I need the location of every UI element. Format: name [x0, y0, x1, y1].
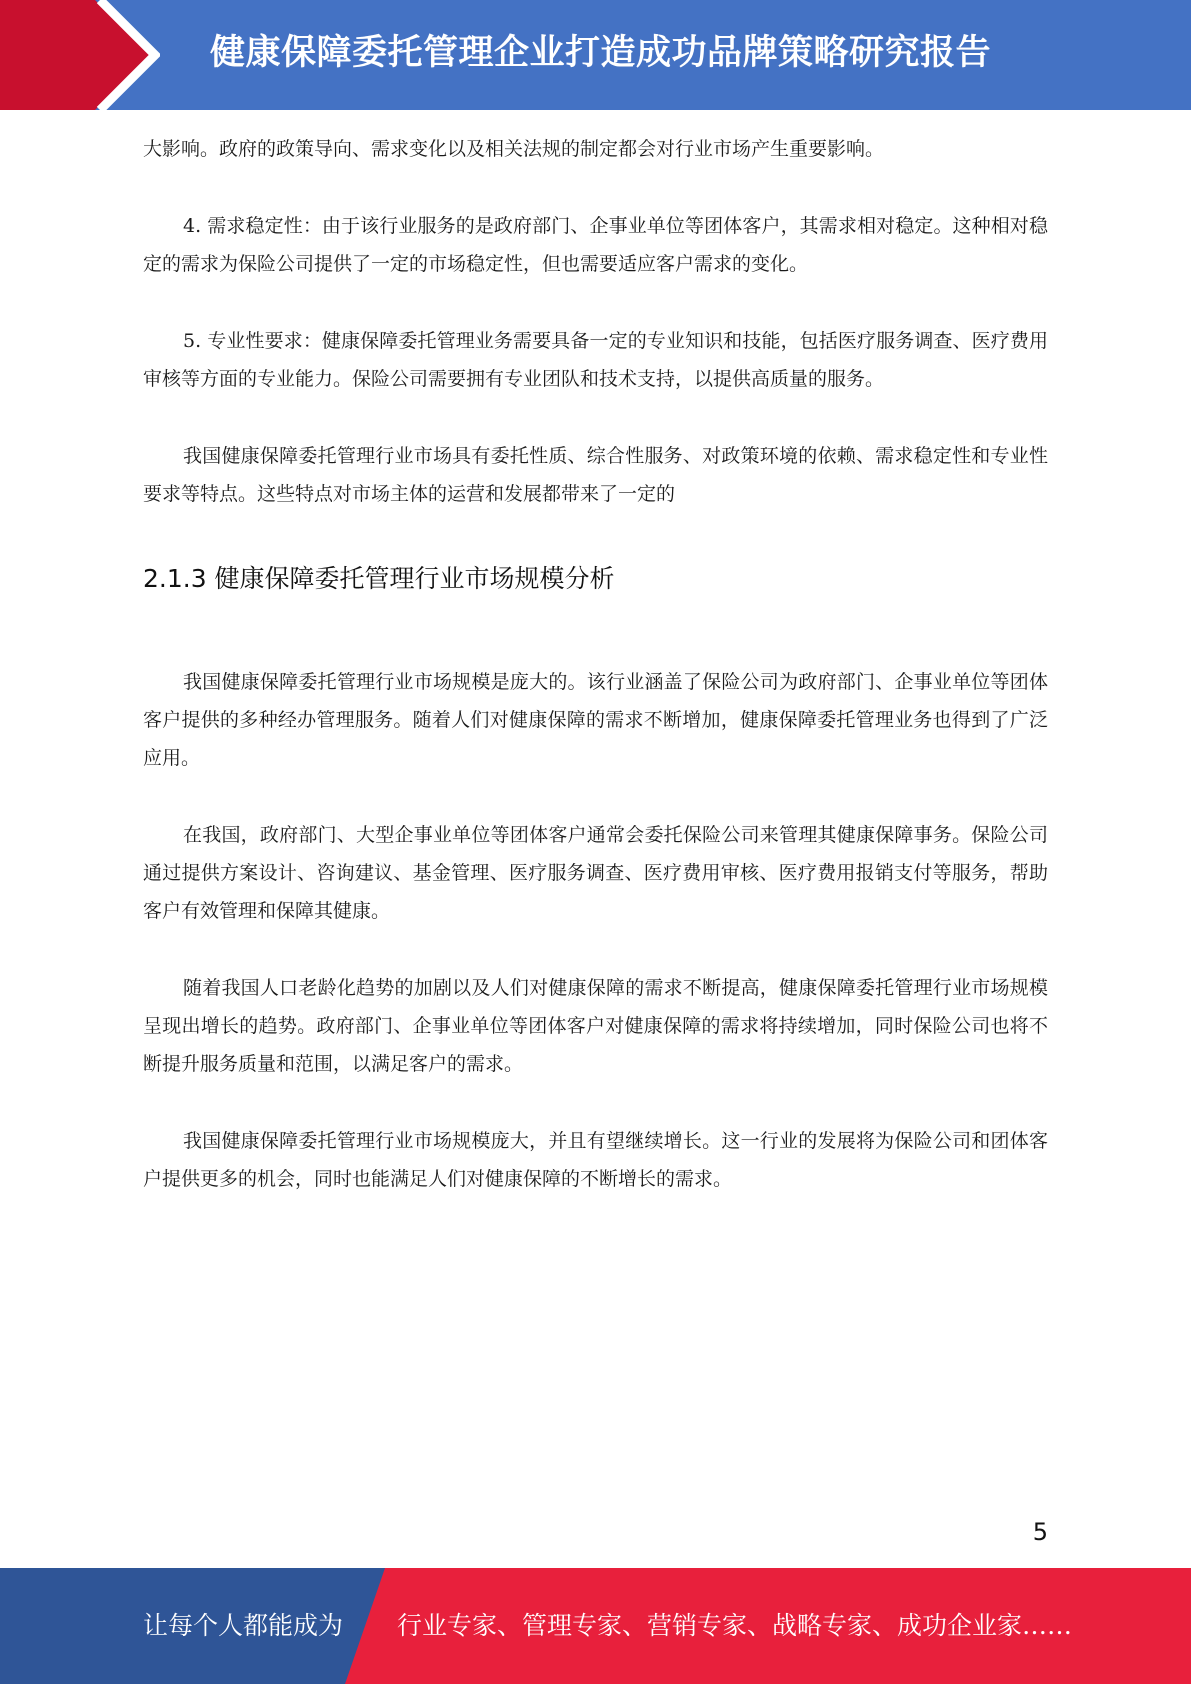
page-number: 5: [1032, 1518, 1048, 1546]
paragraph-market-scale-3: 随着我国人口老龄化趋势的加剧以及人们对健康保障的需求不断提高，健康保障委托管理行业市场规模呈现出增长的趋势。政府部门、企事业单位等团体客户对健康保障的需求将持续增加，同时保险公司也将不断提升服务质量和范围，以满足客户的需求。: [143, 977, 1048, 1075]
footer-slogan-right: 行业专家、管理专家、营销专家、战略专家、成功企业家……: [397, 1611, 1073, 1640]
report-title: 健康保障委托管理企业打造成功品牌策略研究报告: [210, 33, 992, 73]
section-heading: 2.1.3 健康保障委托管理行业市场规模分析: [143, 564, 615, 593]
header-arrow-red: [0, 0, 150, 110]
paragraph-demand-stability: 4. 需求稳定性：由于该行业服务的是政府部门、企事业单位等团体客户，其需求相对稳定。这种相对稳定的需求为保险公司提供了一定的市场稳定性，但也需要适应客户需求的变化。: [143, 215, 1048, 275]
paragraph-market-scale-4: 我国健康保障委托管理行业市场规模庞大，并且有望继续增长。这一行业的发展将为保险公司和团体客户提供更多的机会，同时也能满足人们对健康保障的不断增长的需求。: [143, 1130, 1048, 1190]
paragraph-market-scale-2: 在我国，政府部门、大型企事业单位等团体客户通常会委托保险公司来管理其健康保障事务。保险公司通过提供方案设计、咨询建议、基金管理、医疗服务调查、医疗费用审核、医疗费用报销支付等服务，帮助客户有效管理和保障其健康。: [143, 824, 1048, 922]
document-body: [143, 130, 1048, 1198]
paragraph-market-scale-1: 我国健康保障委托管理行业市场规模是庞大的。该行业涵盖了保险公司为政府部门、企事业单位等团体客户提供的多种经办管理服务。随着人们对健康保障的需求不断增加，健康保障委托管理业务也得到了广泛应用。: [143, 671, 1048, 769]
page-footer: [0, 1568, 1191, 1684]
page-header: [0, 0, 1191, 110]
paragraph-professional-requirement: 5. 专业性要求：健康保障委托管理业务需要具备一定的专业知识和技能，包括医疗服务调查、医疗费用审核等方面的专业能力。保险公司需要拥有专业团队和技术支持，以提供高质量的服务。: [143, 330, 1048, 390]
paragraph-summary: 我国健康保障委托管理行业市场具有委托性质、综合性服务、对政策环境的依赖、需求稳定性和专业性要求等特点。这些特点对市场主体的运营和发展都带来了一定的: [143, 445, 1048, 505]
paragraph-intro-tail: 大影响。政府的政策导向、需求变化以及相关法规的制定都会对行业市场产生重要影响。: [143, 138, 885, 160]
header-arrow-decoration: [0, 0, 160, 110]
footer-slogan-left: 让每个人都能成为: [143, 1611, 344, 1640]
